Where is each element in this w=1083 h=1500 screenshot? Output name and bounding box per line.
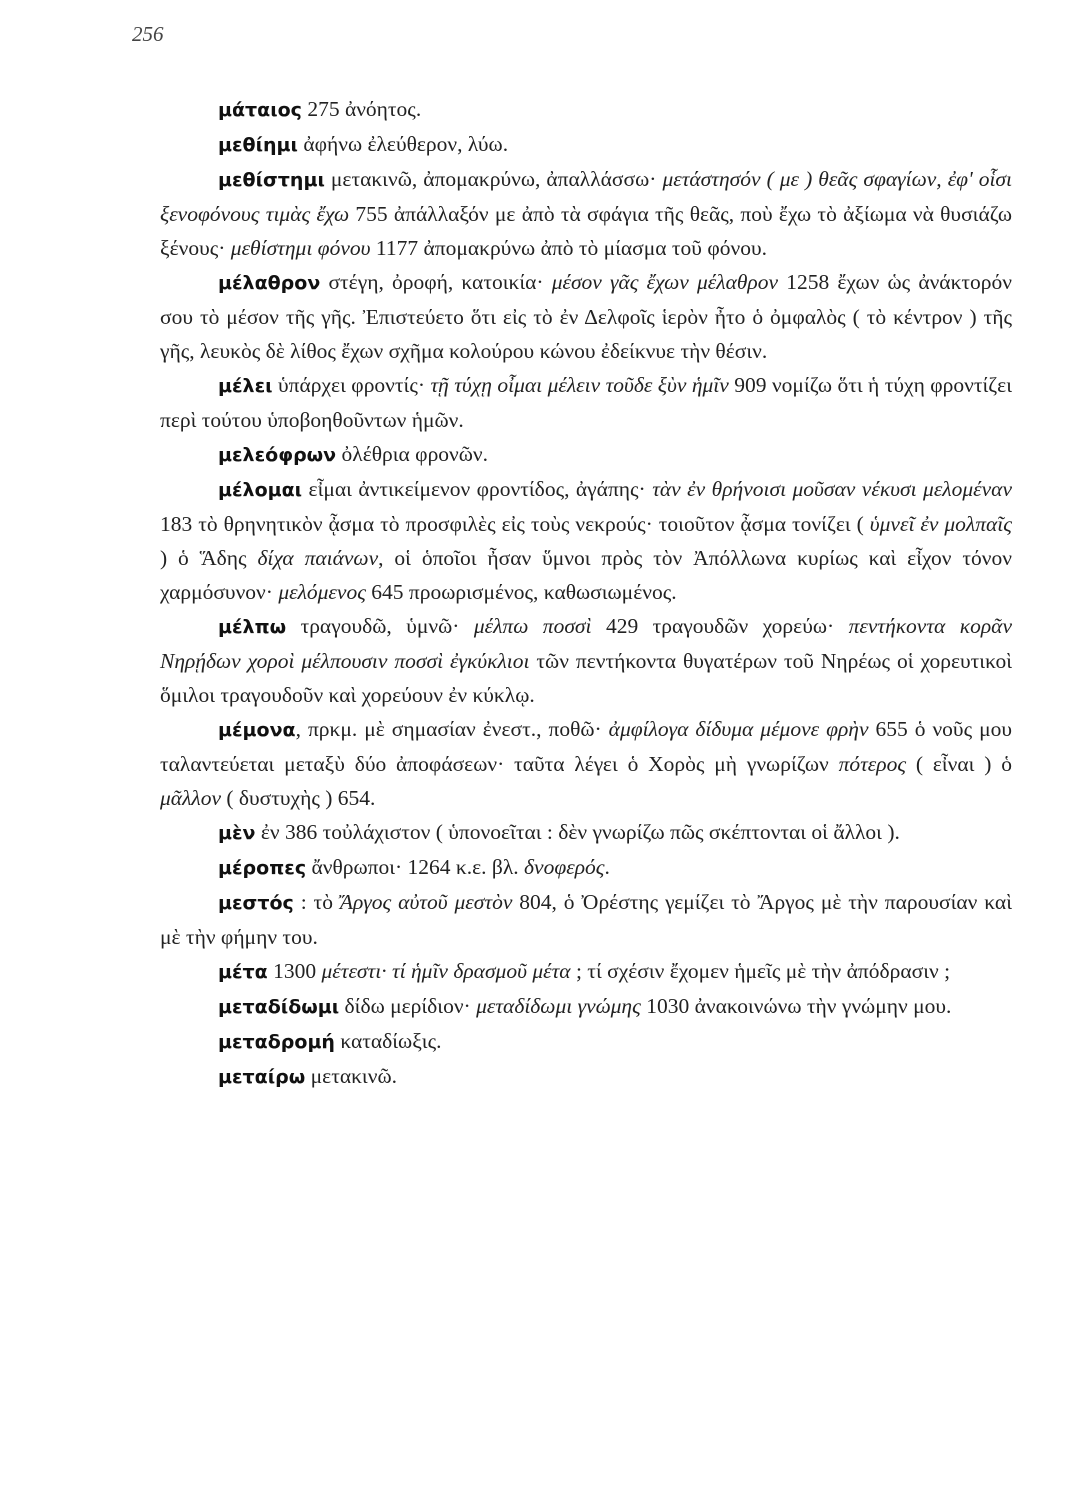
entry-text: τῶν πεντήκοντα θυγατέρων τοῦ Νηρέως οἱ χορευτικοὶ ὅμιλοι τραγουδοῦν καὶ χορεύουν ἐν κύκλῳ. <box>160 649 1012 707</box>
entry-text: 655 ὁ νοῦς μου ταλαντεύεται μεταξὺ δύο ἀποφάσεων· ταῦτα λέγει ὁ Χορὸς μὴ γνωρίζων <box>160 717 1012 776</box>
entry-text: 275 ἀνόητος. <box>301 97 422 121</box>
dictionary-entry <box>160 265 1012 368</box>
entry-text: ὀλέθρια φρονῶν. <box>336 442 489 466</box>
dictionary-entry <box>160 92 1012 127</box>
entry-headword: μέλαθρον <box>218 272 321 294</box>
entry-text: ) ὁ Ἅδης <box>160 546 258 570</box>
entry-text: στέγη, ὀροφή, κατοικία· <box>320 270 552 294</box>
entry-text: μετακινῶ. <box>305 1064 397 1088</box>
entry-headword: μεταδρομή <box>218 1031 335 1053</box>
entry-quotation: πότερος <box>838 752 907 776</box>
entry-text: ὑπάρχει φροντίς· <box>272 373 431 397</box>
entry-text: 1258 ἔχων ὡς ἀνάκτορόν σου τὸ μέσον τῆς γῆς. Ἐπιστεύετο ὅτι εἰς τὸ ἐν Δελφοῖς ἱερὸν ἦτο ὁ ὀμφαλὸς ( τὸ κέντρον ) τῆς γῆς, λευκὸς δὲ λίθος ἔχων σχῆμα κολούρου κώνου ἐδείκνυε τὴν θέσιν. <box>160 270 1012 363</box>
entry-text: : τὸ <box>293 890 340 914</box>
entry-headword: μέτα <box>218 961 268 983</box>
entry-text: , οἱ ὁποῖοι ἦσαν ὕμνοι πρὸς τὸν Ἀπόλλωνα κυρίως καὶ εἶχον τόνον χαρμόσυνον· <box>160 546 1012 604</box>
entry-headword: μέλπω <box>218 616 287 638</box>
entry-quotation: μέτεστι· τί ἡμῖν δρασμοῦ μέτα <box>321 959 571 983</box>
entry-text: , πρκμ. μὲ σημασίαν ἐνεστ., ποθῶ· <box>295 717 609 741</box>
entry-text: 183 τὸ θρηνητικὸν ᾆσμα τὸ προσφιλὲς εἰς τοὺς νεκρούς· τοιοῦτον ᾆσμα τονίζει ( <box>160 512 870 536</box>
entry-text: 429 τραγουδῶν χορεύω· <box>591 614 849 638</box>
entry-text: τραγουδῶ, ὑμνῶ· <box>286 614 474 638</box>
entry-headword: μέροπες <box>218 857 307 879</box>
entry-quotation: ὑμνεῖ ἐν μολπαῖς <box>869 512 1012 536</box>
entry-quotation: Ἄργος αὐτοῦ μεστὸν <box>339 890 513 914</box>
entry-headword: μεθίημι <box>218 134 298 156</box>
dictionary-entry <box>160 1024 1012 1059</box>
entry-text: ἄνθρωποι· 1264 κ.ε. βλ. <box>306 855 525 879</box>
dictionary-entry <box>160 815 1012 850</box>
entry-headword: μέμονα <box>218 719 296 741</box>
entry-quotation: μᾶλλον <box>160 786 221 810</box>
entry-text: ; τί σχέσιν ἔχομεν ἡμεῖς μὲ τὴν ἀπόδρασιν ; <box>570 959 951 983</box>
entry-headword: μέλομαι <box>218 479 303 501</box>
dictionary-entry <box>160 989 1012 1024</box>
entry-text: 645 προωρισμένος, καθωσιωμένος. <box>365 580 677 604</box>
entry-quotation: μέσον γᾶς ἔχων μέλαθρον <box>551 270 779 294</box>
dictionary-entry <box>160 1059 1012 1094</box>
entry-quotation: μέλπω ποσσὶ <box>473 614 592 638</box>
entry-quotation: τῇ τύχῃ οἶμαι μέλειν τοῦδε ξὺν ἡμῖν <box>430 373 729 397</box>
entry-text: 1300 <box>267 959 322 983</box>
entry-text: 804, ὁ Ὀρέστης γεμίζει τὸ Ἄργος μὲ τὴν παρουσίαν καὶ μὲ τὴν φήμην του. <box>160 890 1012 949</box>
entry-headword: μὲν <box>218 822 256 844</box>
dictionary-entry <box>160 472 1012 609</box>
entry-headword: μελεόφρων <box>218 444 337 466</box>
entry-headword: μέλει <box>218 375 273 397</box>
dictionary-entry <box>160 850 1012 885</box>
entry-text: δίδω μερίδιον· <box>339 994 477 1018</box>
dictionary-entry <box>160 368 1012 437</box>
dictionary-entry <box>160 437 1012 472</box>
dictionary-entry <box>160 609 1012 712</box>
entry-headword: μάταιος <box>218 99 302 121</box>
entry-quotation: δίχα παιάνων <box>257 546 379 570</box>
entry-text: 1177 ἀπομακρύνω ἀπὸ τὸ μίασμα τοῦ φόνου. <box>370 236 767 260</box>
entry-headword: μεταίρω <box>218 1066 306 1088</box>
entry-quotation: δνοφερός <box>524 855 605 879</box>
entry-headword: μεθίστημι <box>218 169 325 191</box>
dictionary-entry <box>160 712 1012 815</box>
entry-headword: μεστός <box>218 892 294 914</box>
entry-text: ἐν 386 τοὐλάχιστον ( ὑπονοεῖται : δὲν γνωρίζω πῶς σκέπτονται οἱ ἄλλοι ). <box>255 820 900 844</box>
entry-quotation: μελόμενος <box>278 580 366 604</box>
entry-text: ( δυστυχὴς ) 654. <box>221 786 376 810</box>
dictionary-entry <box>160 954 1012 989</box>
entry-text: 755 ἀπάλλαξόν με ἀπὸ τὰ σφάγια τῆς θεᾶς, ποὺ ἔχω τὸ ἀξίωμα νὰ θυσιάζω ξένους· <box>160 202 1012 260</box>
entry-quotation: μετάστησόν ( με ) θεᾶς σφαγίων, ἐφ' οἷσι ξενοφόνους τιμὰς ἔχω <box>160 167 1012 226</box>
dictionary-entries <box>160 92 1012 1094</box>
entry-text: εἶμαι ἀντικείμενον φροντίδος, ἀγάπης· <box>302 477 653 501</box>
entry-quotation: μεθίστημι φόνου <box>230 236 371 260</box>
entry-text: 1030 ἀνακοινώνω τὴν γνώμην μου. <box>640 994 952 1018</box>
dictionary-entry <box>160 885 1012 954</box>
entry-text: καταδίωξις. <box>334 1029 442 1053</box>
entry-text: 909 νομίζω ὅτι ἡ τύχη φροντίζει περὶ τούτου ὑποβοηθοῦντων ἡμῶν. <box>160 373 1012 432</box>
page-number: 256 <box>132 22 164 46</box>
entry-text: . <box>604 855 610 879</box>
dictionary-entry <box>160 127 1012 162</box>
entry-quotation: μεταδίδωμι γνώμης <box>476 994 641 1018</box>
entry-quotation: τὰν ἐν θρήνοισι μοῦσαν νέκυσι μελομέναν <box>652 477 1012 501</box>
entry-text: ( εἶναι ) ὁ <box>906 752 1013 776</box>
entry-text: ἀφήνω ἐλεύθερον, λύω. <box>297 132 509 156</box>
entry-quotation: ἀμφίλογα δίδυμα μέμονε φρὴν <box>608 717 869 741</box>
entry-quotation: πεντήκοντα κορᾶν Νηρῄδων χοροὶ μέλπουσιν ποσσὶ ἐγκύκλιοι <box>160 614 1012 673</box>
dictionary-entry <box>160 162 1012 265</box>
entry-headword: μεταδίδωμι <box>218 996 340 1018</box>
entry-text: μετακινῶ, ἀπομακρύνω, ἀπαλλάσσω· <box>324 167 663 191</box>
